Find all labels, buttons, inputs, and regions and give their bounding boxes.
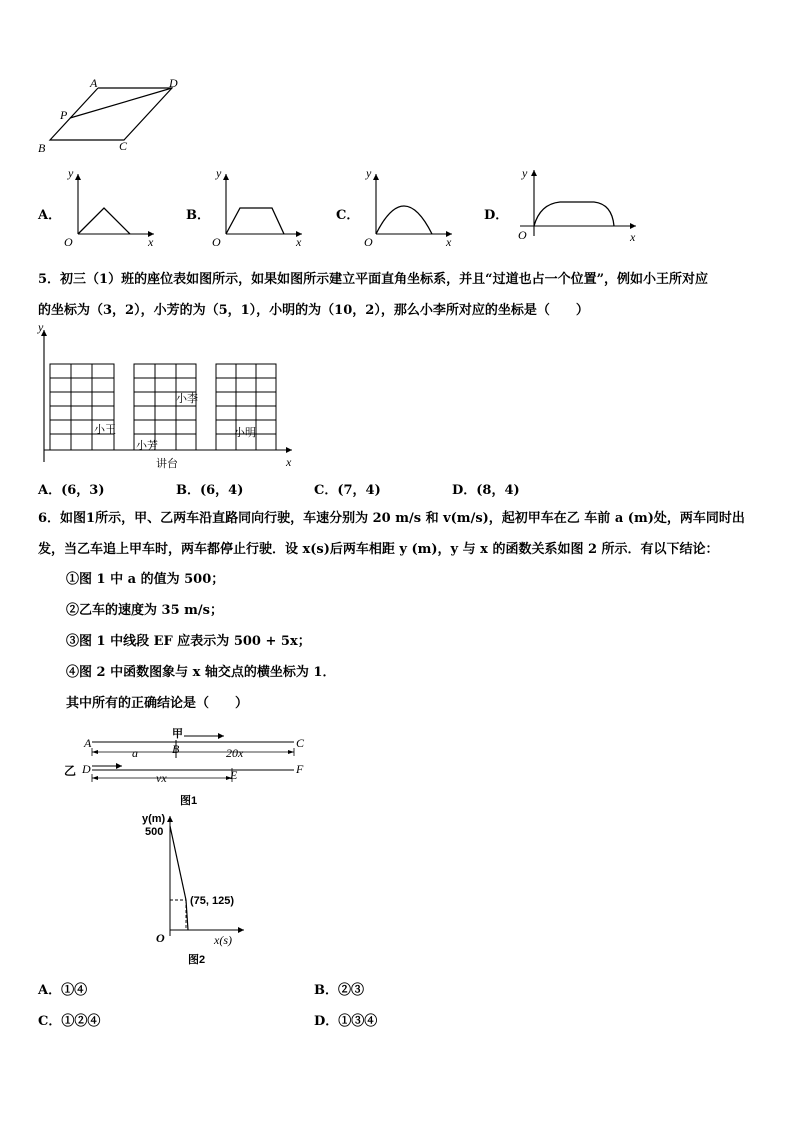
fig2-caption: 图2 (188, 954, 206, 966)
podium-label: 讲台 (156, 458, 178, 470)
q4-graph-a (62, 168, 162, 248)
fig2-ylabel: y(m) (142, 813, 166, 825)
q5-text-line1: 5．初三（1）班的座位表如图所示，如果如图所示建立平面直角坐标系，并且“过道也占一个位置”，例如小王所对应 (38, 272, 709, 287)
q4-option-b-label[interactable]: B． (186, 208, 210, 223)
fig1-D: D (82, 762, 91, 776)
q5-axis-y: y (38, 320, 44, 334)
fig1-caption: 图1 (180, 795, 198, 807)
parallelogram-figure (30, 74, 190, 158)
q6-conclusion-2: ②乙车的速度为 35 m/s； (66, 603, 223, 618)
q5-option-a[interactable]: A．(6，3) (38, 483, 105, 498)
fig1-C: C (296, 736, 305, 750)
fig1-20x: 20x (226, 746, 244, 760)
q6-option-b[interactable]: B．②③ (314, 983, 364, 998)
label-B: B (38, 141, 46, 155)
q6-conclusion-3: ③图 1 中线段 EF 应表示为 500 + 5x； (66, 634, 311, 649)
fig1-A: A (84, 736, 92, 750)
q5-seat-chart (30, 322, 300, 472)
q6-option-c[interactable]: C．①②④ (38, 1014, 101, 1029)
q6-text-line2: 发，当乙车追上甲车时，两车都停止行驶．设 x(s)后两车相距 y (m)，y 与 x 的函数关系如图 2 所示．有以下结论： (38, 542, 719, 557)
seat-xiaoli: 小李 (176, 393, 198, 405)
q4-graph-b (210, 168, 310, 248)
q5-option-c[interactable]: C．(7，4) (314, 483, 381, 498)
seat-xiaoming: 小明 (234, 427, 256, 439)
q6-figure1 (60, 724, 320, 790)
fig1-E: E (230, 768, 238, 782)
q4-c-x: x (446, 235, 452, 249)
q4-a-y: y (68, 166, 74, 180)
q4-a-x: x (148, 235, 154, 249)
q6-option-a[interactable]: A．①④ (38, 983, 88, 998)
q4-graph-c (360, 168, 460, 248)
q5-text-line2: 的坐标为（3，2），小芳的为（5，1），小明的为（10，2），那么小李所对应的坐标是（ ） (38, 303, 589, 318)
fig2-point: (75, 125) (190, 895, 235, 907)
label-C: C (119, 139, 128, 153)
fig1-yi: 乙 (64, 764, 77, 778)
seat-xiaofang: 小芳 (136, 440, 158, 452)
fig2-o: O (156, 931, 165, 945)
q4-b-o: O (212, 235, 221, 249)
q4-b-x: x (296, 235, 302, 249)
q4-d-x: x (630, 230, 636, 244)
q6-question: 其中所有的正确结论是（ ） (66, 696, 249, 711)
fig1-a: a (132, 746, 138, 760)
q4-d-y: y (522, 166, 528, 180)
label-A: A (90, 76, 98, 90)
q4-option-a-label[interactable]: A． (38, 208, 62, 223)
q4-c-o: O (364, 235, 373, 249)
q4-a-o: O (64, 235, 73, 249)
seat-xiaowang: 小王 (94, 424, 116, 436)
q6-conclusion-4: ④图 2 中函数图象与 x 轴交点的横坐标为 1． (66, 665, 336, 680)
fig2-y500: 500 (145, 826, 164, 838)
fig1-B: B (172, 742, 180, 756)
q6-option-d[interactable]: D．①③④ (314, 1014, 378, 1029)
q4-c-y: y (366, 166, 372, 180)
fig1-F: F (296, 762, 304, 776)
q6-conclusion-1: ①图 1 中 a 的值为 500； (66, 572, 225, 587)
q4-b-y: y (216, 166, 222, 180)
label-P: P (60, 108, 68, 122)
q5-axis-x: x (286, 455, 292, 469)
fig1-vx: vx (156, 771, 167, 785)
q4-graph-d (516, 164, 646, 244)
fig2-xlabel: x(s) (214, 933, 232, 947)
fig1-jia: 甲 (172, 728, 183, 740)
q5-option-b[interactable]: B．(6，4) (176, 483, 244, 498)
q6-text-line1: 6．如图1所示，甲、乙两车沿直路同向行驶，车速分别为 20 m/s 和 v(m/s)，起初甲车在乙 车前 a (m)处，两车同时出 (38, 511, 745, 526)
q5-option-d[interactable]: D．(8，4) (452, 483, 520, 498)
q4-option-c-label[interactable]: C． (336, 208, 360, 223)
q4-option-d-label[interactable]: D． (484, 208, 509, 223)
label-D: D (169, 76, 178, 90)
q4-d-o: O (518, 228, 527, 242)
